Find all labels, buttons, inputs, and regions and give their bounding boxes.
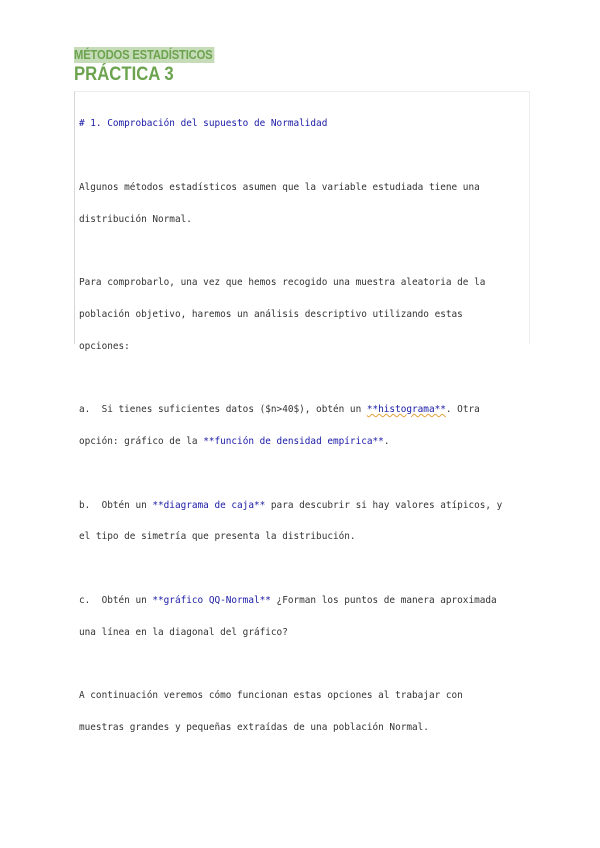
blank-line <box>79 246 529 257</box>
blank-line <box>79 373 529 384</box>
paragraph-line: muestras grandes y pequeñas extraídas de una población Normal. <box>79 722 429 734</box>
list-text: opción: gráfico de la <box>79 436 204 447</box>
list-text: . <box>383 436 390 447</box>
list-item-b <box>79 501 529 512</box>
list-item-a <box>79 405 529 416</box>
list-item-c <box>79 596 529 607</box>
paragraph-line: distribución Normal. <box>79 213 192 225</box>
blank-line <box>79 469 529 480</box>
list-item-c-cont: una línea en la diagonal del gráfico? <box>79 626 288 638</box>
course-name: MÉTODOS ESTADÍSTICOS <box>74 48 213 62</box>
section-heading: # 1. Comprobación del supuesto de Normalidad <box>79 118 328 130</box>
bold-keyword: **función de densidad empírica** <box>203 436 384 447</box>
list-item-a-cont <box>79 437 529 448</box>
list-text: c. Obtén un <box>79 594 153 606</box>
paragraph-line: población objetivo, haremos un análisis descriptivo utilizando estas <box>79 308 463 320</box>
course-header <box>74 44 230 63</box>
list-text: b. Obtén un <box>79 499 153 511</box>
list-item-b-cont: el tipo de simetría que presenta la distribución. <box>79 531 356 543</box>
paragraph-line: opciones: <box>79 340 130 352</box>
list-text: para descubrir si hay valores atípicos, y <box>265 499 503 511</box>
list-text: . Otra <box>445 404 480 416</box>
code-editor[interactable] <box>74 91 530 734</box>
bold-keyword: **diagrama de caja** <box>152 499 266 511</box>
paragraph-line: Para comprobarlo, una vez que hemos recogido una muestra aleatoria de la <box>79 277 486 289</box>
list-text: ¿Forman los puntos de manera aproximada <box>270 594 497 606</box>
paragraph-line: A continuación veremos cómo funcionan estas opciones al trabajar con <box>79 690 463 702</box>
list-text: a. Si tienes suficientes datos ($n>40$), obtén un <box>79 404 367 416</box>
paragraph-line: Algunos métodos estadísticos asumen que la variable estudiada tiene una <box>79 181 480 193</box>
blank-line <box>79 151 529 162</box>
bold-keyword: **gráfico QQ-Normal** <box>152 594 271 606</box>
practice-title: PRÁCTICA 3 <box>74 64 174 85</box>
blank-line <box>79 659 529 670</box>
bold-keyword: **histograma** <box>366 404 446 416</box>
blank-line <box>79 564 529 575</box>
editor-text[interactable] <box>75 92 529 755</box>
